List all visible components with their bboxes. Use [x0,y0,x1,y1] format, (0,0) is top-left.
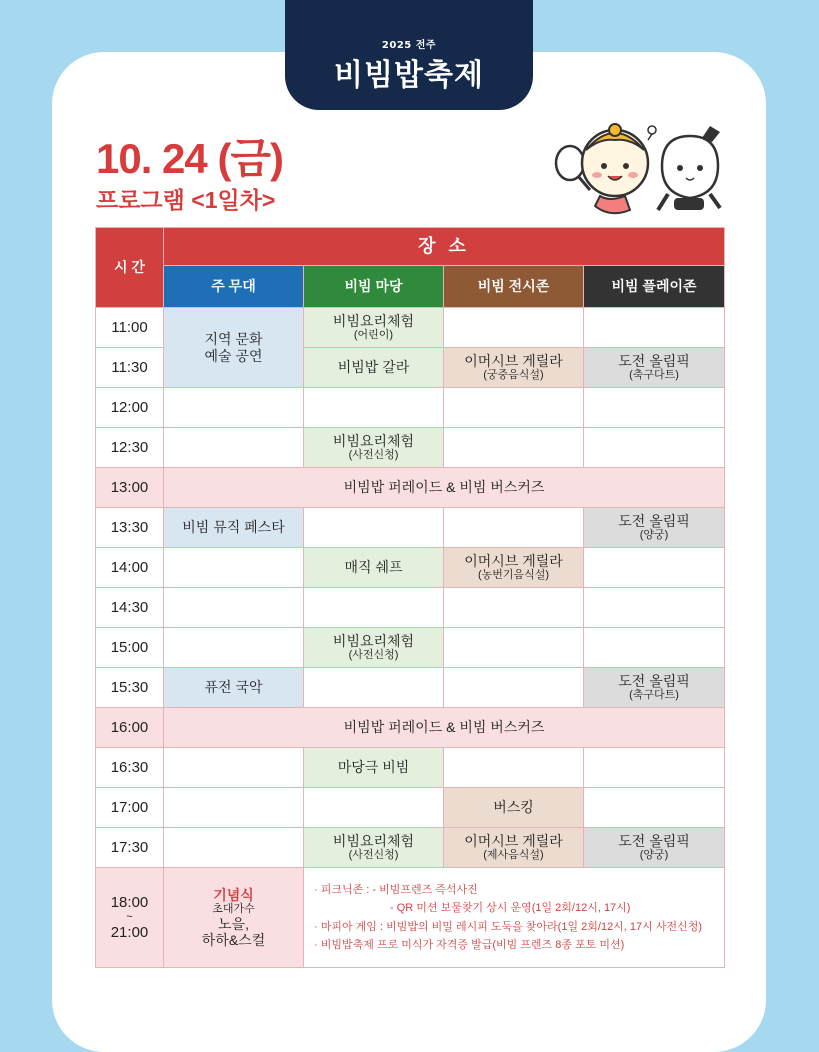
program-cell: 비빔요리체험 (사전신청) [304,428,444,468]
venue-exhibit-zone: 비빔 전시존 [444,266,584,308]
program-cell: 비빔밥 퍼레이드 & 비빔 버스커즈 [164,468,725,508]
empty-cell [164,748,304,788]
program-cell: 비빔밥 퍼레이드 & 비빔 버스커즈 [164,708,725,748]
empty-cell [164,428,304,468]
year-tag: 2025 전주 [381,40,437,51]
program-cell: 비빔요리체험 (어린이) [304,308,444,348]
place-header: 장 소 [164,228,725,266]
time-cell: 11:00 [96,308,164,348]
program-cell: 지역 문화 예술 공연 [164,308,304,388]
rice-ghost-mascot-icon [648,126,720,210]
empty-cell [304,388,444,428]
empty-cell [164,628,304,668]
program-cell: 도전 올림픽 (양궁) [584,508,725,548]
empty-cell [304,508,444,548]
schedule-table [95,227,725,968]
program-subtitle: 프로그램 <1일차> [96,187,276,213]
program-cell: 마당극 비빔 [304,748,444,788]
time-cell: 12:30 [96,428,164,468]
empty-cell [584,748,725,788]
note-certificate: · 비빔밥축제 프로 미식가 자격증 발급(비빔 프렌즈 8종 포토 미션) [314,938,625,951]
ceremony-cell: 기념식 초대가수 노을, 하하&스컬 [164,868,304,968]
program-cell: 비빔요리체험 (사전신청) [304,828,444,868]
time-cell: 13:00 [96,468,164,508]
empty-cell [164,548,304,588]
time-cell: 16:30 [96,748,164,788]
empty-cell [444,748,584,788]
venue-main-stage: 주 무대 [164,266,304,308]
empty-cell [584,548,725,588]
empty-cell [584,428,725,468]
time-cell: 14:00 [96,548,164,588]
time-cell: 17:30 [96,828,164,868]
empty-cell [444,588,584,628]
time-cell: 12:00 [96,388,164,428]
empty-cell [444,628,584,668]
notes-cell [304,868,725,968]
event-date: 10. 24 (금) [96,135,283,182]
empty-cell [444,428,584,468]
empty-cell [444,308,584,348]
empty-cell [304,588,444,628]
venue-bibim-madang: 비빔 마당 [304,266,444,308]
time-cell: 16:00 [96,708,164,748]
empty-cell [164,388,304,428]
empty-cell [444,668,584,708]
program-cell: 이머시브 게릴라 (제사음식설) [444,828,584,868]
festival-logo-banner [285,0,533,110]
empty-cell [304,788,444,828]
empty-cell [584,788,725,828]
festival-name: 비빔밥축제 [334,58,484,93]
empty-cell [444,508,584,548]
empty-cell [444,388,584,428]
badminton-girl-mascot-icon [556,124,648,213]
program-cell: 퓨전 국악 [164,668,304,708]
empty-cell [164,788,304,828]
empty-cell [584,308,725,348]
note-qr: - QR 미션 보물찾기 상시 운영(1일 2회/12시, 17시) [390,902,631,915]
time-cell: 15:30 [96,668,164,708]
program-cell: 도전 올림픽 (축구다트) [584,348,725,388]
venue-play-zone: 비빔 플레이존 [584,266,725,308]
time-cell: 14:30 [96,588,164,628]
time-header: 시 간 [96,228,164,308]
finale-time-cell: 18:00 ~ 21:00 [96,868,164,968]
time-cell: 17:00 [96,788,164,828]
empty-cell [584,588,725,628]
program-cell: 비빔 뮤직 페스타 [164,508,304,548]
program-cell: 비빔밥 갈라 [304,348,444,388]
time-cell: 15:00 [96,628,164,668]
program-cell: 이머시브 게릴라 (궁중음식설) [444,348,584,388]
empty-cell [164,828,304,868]
empty-cell [164,588,304,628]
mascot-illustration [550,118,730,228]
program-cell: 이머시브 게릴라 (농번기음식설) [444,548,584,588]
program-cell: 매직 쉐프 [304,548,444,588]
empty-cell [584,388,725,428]
empty-cell [584,628,725,668]
empty-cell [304,668,444,708]
program-cell: 도전 올림픽 (축구다트) [584,668,725,708]
note-mafia: · 마피아 게임 : 비빔밥의 비밀 레시피 도둑을 찾아라(1일 2회/12시, 17시 사전신청) [314,920,703,933]
program-cell: 비빔요리체험 (사전신청) [304,628,444,668]
program-cell: 버스킹 [444,788,584,828]
note-picnic: · 피크닉존 : - 비빔프렌즈 즉석사진 [314,884,478,897]
program-cell: 도전 올림픽 (양궁) [584,828,725,868]
time-cell: 13:30 [96,508,164,548]
time-cell: 11:30 [96,348,164,388]
